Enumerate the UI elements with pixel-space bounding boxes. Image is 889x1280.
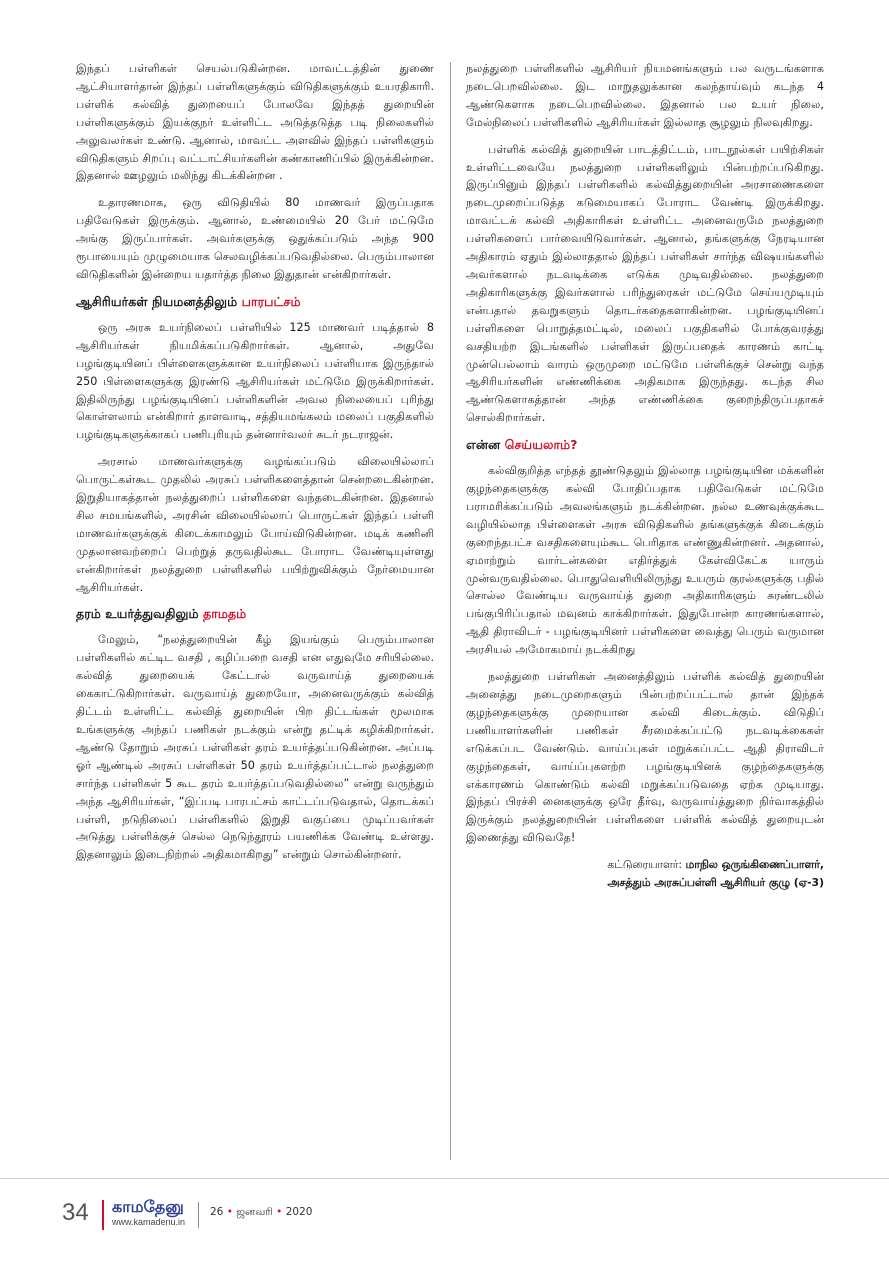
heading-upgrade-delay-text: தரம் உயர்த்துவதிலும் [76, 606, 204, 622]
heading-teacher-appointment-text: ஆசிரியர்கள் நியமனத்திலும் [76, 293, 242, 309]
footer-separator [198, 1202, 199, 1228]
heading-upgrade-delay [76, 605, 434, 623]
issue-date [210, 1206, 312, 1219]
page-number: 34 [62, 1199, 89, 1226]
left-paragraph-4: அரசால் மாணவர்களுக்கு வழங்கப்படும் விலையில்லாப் பொருட்கள்கூட முதலில் அரசுப் பள்ளிகளைத்தான் சென்றடைகின்றன. இறுதியாகத்தான் நலத்துறைப் பள்ளிகளை வந்தடைகின்றன. இதனால் சில சமயங்களில், அரசின் விலையில்லாப் பொருட்கள் இந்தப் பள்ளி மாணவர்களுக்குக் கிடைக்காமலும் போய்விடுகின்றன. மடிக் கணினி முதலானவற்றைப் பெற்றுத் தருவதில்கூட போராட வேண்டியுள்ளது என்கிறார்கள் நலத்துறை பள்ளிகளில் பயிற்றுவிக்கும் நேர்மையான ஆசிரியர்கள். [76, 455, 434, 594]
heading-teacher-appointment [76, 293, 434, 311]
website-link[interactable]: www.kamadenu.in [112, 1217, 186, 1227]
column-divider [450, 62, 451, 1160]
issue-month: ஜனவரி [236, 1206, 273, 1218]
left-column [76, 60, 434, 873]
author-credit-label: கட்டுரையாளர்: [607, 858, 686, 872]
right-paragraph-2: பள்ளிக் கல்வித் துறையின் பாடத்திட்டம், பாடநூல்கள் பயிற்சிகள் உள்ளிட்டவையே நலத்துறை பள்ளிகளிலும் பின்பற்றப்படுகிறது. இருப்பினும் இந்தப் பள்ளிகளில் கல்வித்துறையின் அரசாணைகளை நடைமுறைப்படுத்த கடுமையாகப் போராட வேண்டி இருக்கிறது. மாவட்டக் கல்வி அதிகாரிகள் உள்ளிட்ட அனைவருமே நலத்துறை பள்ளிகளைப் பார்வையிடுவார்கள். ஆனால், தங்களுக்கு நேரடியான அதிகாரம் ஏதும் இல்லாததால் இந்தப் பள்ளிகள் சார்ந்த விஷயங்களில் அவர்களால் நடவடிக்கை எடுக்க முடிவதில்லை. நலத்துறை அதிகாரிகளுக்கு இவர்களால் பரிந்துரைகள் மட்டுமே செய்யமுடியும் என்பதால் தவறுகளும் தொடர்கதைகளாகின்றன. பழங்குடியினப் பள்ளிகளை பொறுத்தமட்டில், மலைப் பகுதிகளில் போக்குவரத்து வசதியற்ற இடங்களில் பள்ளிகள் இருப்பதைக் காரணம் காட்டி முன்பெல்லாம் வாரம் ஒருமுறை மட்டுமே பள்ளிக்குச் சென்று வந்த ஆசிரியர்களின் எண்ணிக்கை அதிகமாக இருந்தது. கடந்த சில ஆண்டுகளாகத்தான் அந்த எண்ணிக்கை குறைந்திருப்பதாகச் சொல்கிறார்கள். [466, 142, 824, 425]
right-paragraph-4: நலத்துறை பள்ளிகள் அனைத்திலும் பள்ளிக் கல்வித் துறையின் அனைத்து நடைமுறைகளும் பின்பற்றப்பட்டால் தான் இந்தக் குழந்தைகளுக்கு முறையான கல்வி கிடைக்கும். விடுதிப் பணியாளர்களின் பணிகள் சீரமைக்கப்பட்டு நடவடிக்கைகள் எடுக்கப்பட வேண்டும். வாய்ப்புகள் மறுக்கப்பட்ட ஆதி திராவிடர் குழந்தைகள், வாய்ப்புகளற்ற பழங்குடியினக் குழந்தைகளுக்கு எக்காரணம் கொண்டும் கல்வி மறுக்கப்படுவதை ஏற்க முடியாது. இந்தப் பிரச்சி னைகளுக்கு ஒரே தீர்வு, வருவாய்த்துறை நிர்வாகத்தில் இருக்கும் நலத்துறையின் பள்ளிகளை பள்ளிக் கல்வித் துறையுடன் இணைத்து விடுவதே! [466, 670, 824, 845]
date-dot-1: • [226, 1206, 233, 1218]
heading-what-to-do-text: என்ன [466, 437, 505, 453]
right-paragraph-3: கல்விகுறித்த எந்தத் தூண்டுதலும் இல்லாத பழங்குடியின மக்களின் குழந்தைகளுக்கு கல்வி போதிப்பதாக பதிவேடுகள் மட்டுமே பராமரிக்கப்படும் அவலங்களும் நடக்கின்றன. நல்ல உணவுக்குக்கூட வழியில்லாத பிள்ளைகள் அரசு விடுதிகளில் தங்களுக்குக் கிடைக்கும் குறைந்தபட்ச வசதிகளையும்கூட பெரிதாக எண்ணுகின்றனர். அதனால், ஏமாற்றும் வார்டன்களை எதிர்த்துக் கேள்விகேட்க யாரும் முன்வருவதில்லை. பொதுவெளியிலிருந்து உயரும் குரல்களுக்கு பதில் சொல்ல வேண்டிய வருவாய்த் துறை அதிகாரிகளும் சுரண்டலில் பங்குபிரிப்பதால் மவுனம் காக்கிறார்கள். இதுபோன்ற காரணங்களால், ஆதி திராவிடர் - பழங்குடியினர் பள்ளிகளை வைத்து பெரும் வருமான அரசியல் அமோகமாய் நடக்கிறது [466, 464, 824, 657]
left-paragraph-2: உதாரணமாக, ஒரு விடுதியில் 80 மாணவர் இருப்பதாக பதிவேடுகள் இருக்கும். ஆனால், உண்மையில் 20 பேர் மட்டுமே அங்கு இருப்பார்கள். அவர்களுக்கு ஒதுக்கப்படும் அந்த 900 ரூபாயையும் முழுமையாக செலவழிக்கப்படுவதில்லை. பெரும்பாலான விடுதிகளின் இன்றைய யதார்த்த நிலை இதுதான் என்கிறார்கள். [76, 196, 434, 281]
date-dot-2: • [276, 1206, 283, 1218]
magazine-logo: காமதேனு [112, 1197, 184, 1216]
heading-what-to-do [466, 436, 824, 454]
heading-upgrade-delay-accent: தாமதம் [203, 606, 247, 622]
right-paragraph-1: நலத்துறை பள்ளிகளில் ஆசிரியர் நியமனங்களும் பல வருடங்களாக நடைபெறவில்லை. இட மாறுதலுக்கான கலந்தாய்வும் கடந்த 4 ஆண்டுகளாக நடைபெறவில்லை. இதனால் பல உயர் நிலை, மேல்நிலைப் பள்ளிகளில் ஆசிரியர்கள் இல்லாத சூழலும் நிலவுகிறது. [466, 62, 824, 129]
author-credit [466, 856, 824, 892]
footer-rule [0, 1178, 889, 1179]
issue-year: 2020 [285, 1206, 313, 1218]
author-credit-line-2: அசத்தும் அரசுப்பள்ளி ஆசிரியர் குழு (ஏ-3) [607, 876, 824, 890]
left-paragraph-5: மேலும், “நலத்துறையின் கீழ் இயங்கும் பெரும்பாலான பள்ளிகளில் கட்டிட வசதி , கழிப்பறை வசதி என எதுவுமே சரியில்லை. கல்வித் துறையைக் கேட்டால் வருவாய்த் துறையைக் கைகாட்டுகிறார்கள். வருவாய்த் துறையோ, அனைவருக்கும் கல்வித் திட்டம் உள்ளிட்ட கல்வித் துறையின் பிற திட்டங்கள் மூலமாக உங்களுக்கு அந்தப் பணிகள் நடக்கும் என்று தட்டிக் கழிக்கிறார்கள். ஆண்டு தோறும் அரசுப் பள்ளிகள் தரம் உயர்த்தப்படுகின்றன. அப்படி ஓர் ஆண்டில் அரசுப் பள்ளிகள் 50 தரம் உயர்த்தப்பட்டால் நலத்துறை சார்ந்த பள்ளிகள் 5 கூட தரம் உயர்த்தப்படுவதில்லை” என்று வருந்தும் அந்த ஆசிரியர்கள், “இப்படி பாரபட்சம் காட்டப்படுவதால், தொடக்கப் பள்ளி, நடுநிலைப் பள்ளிகளில் இறுதி வகுப்பை முடிப்பவர்கள் அடுத்து பள்ளிக்குச் செல்ல நெடுந்தூரம் பயணிக்க வேண்டி உள்ளது. இதனாலும் இடைநிற்றல் அதிகமாகிறது” என்றும் சொல்கின்றனர். [76, 633, 434, 862]
heading-teacher-appointment-accent: பாரபட்சம் [241, 293, 301, 309]
left-paragraph-1: இந்தப் பள்ளிகள் செயல்படுகின்றன. மாவட்டத்தின் துணை ஆட்சியாளர்தான் இந்தப் பள்ளிகளுக்கும் விடுதிகளுக்கும் உயரதிகாரி. பள்ளிக் கல்வித் துறையைப் போலவே இந்தத் துறையின் பள்ளிகளுக்கும் இயக்குநர் உள்ளிட்ட அடுத்தடுத்த படி நிலைகளில் அலுவலர்கள் உண்டு. ஆனால், மாவட்ட அளவில் இந்தப் பள்ளிகளும் விடுதிகளும் சிறப்பு வட்டாட்சியர்களின் கண்காணிப்பில் இருக்கின்றன. இதனால் ஊழலும் மலிந்து கிடக்கின்றன . [76, 62, 434, 183]
heading-what-to-do-accent: செய்யலாம்? [504, 437, 578, 453]
author-credit-line-1 [466, 856, 824, 874]
issue-day: 26 [210, 1206, 224, 1218]
right-column [466, 60, 824, 892]
left-paragraph-3: ஒரு அரசு உயர்நிலைப் பள்ளியில் 125 மாணவர் படித்தால் 8 ஆசிரியர்கள் நியமிக்கப்படுகிறார்கள். ஆனால், அதுவே பழங்குடியினப் பிள்ளைகளுக்கான உயர்நிலைப் பள்ளியாக இருந்தால் 250 பிள்ளைகளுக்கு இரண்டு ஆசிரியர்கள் மட்டுமே இருக்கிறார்கள். இதிலிருந்து பழங்குடியினப் பள்ளிகளின் அவல நிலையைப் புரிந்து கொள்ளலாம் என்கிறார் தாளவாடி, சத்தியமங்கலம் மலைப் பகுதிகளில் பழங்குடிகளுக்காகப் பணிபுரியும் தன்னார்வலர் சுடர் நடராஜன். [76, 320, 434, 442]
author-credit-role: மாநில ஒருங்கிணைப்பாளர், [685, 858, 824, 872]
footer-accent-bar [102, 1200, 104, 1230]
